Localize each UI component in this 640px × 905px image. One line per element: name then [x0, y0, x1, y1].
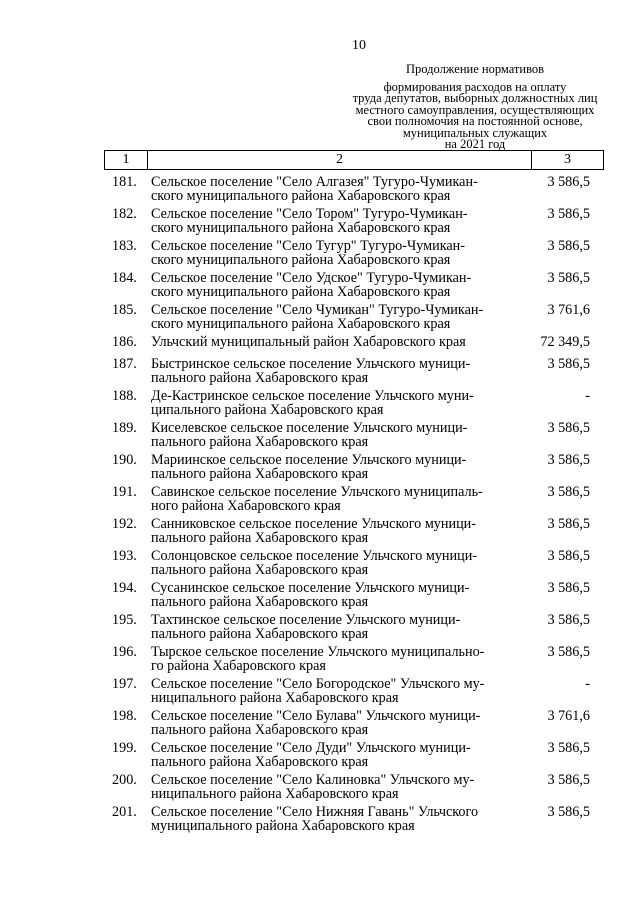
row-number: 183.	[112, 238, 137, 254]
amount-value: 3 761,6	[547, 708, 590, 724]
settlement-name-line: пального района Хабаровского края	[151, 753, 369, 770]
amount-value: 3 586,5	[547, 804, 590, 820]
table-row	[104, 173, 604, 205]
amount-value: 3 586,5	[547, 740, 590, 756]
settlement-name	[151, 304, 526, 331]
table-row	[104, 739, 604, 771]
header-line: муниципальных служащих	[402, 125, 548, 140]
amount-value: 3 586,5	[547, 174, 590, 190]
settlement-name-line: Мариинское сельское поселение Ульчского муници-	[151, 452, 467, 468]
amount-value: 3 761,6	[547, 302, 590, 318]
column-header-2: 2	[148, 151, 532, 169]
header-line: местного самоуправления, осуществляющих	[355, 102, 595, 117]
table-row	[104, 771, 604, 803]
table-row	[104, 269, 604, 301]
header-line: Продолжение нормативов	[405, 62, 545, 76]
settlement-name-line: Сельское поселение "Село Тором" Тугуро-Чумикан-	[151, 206, 468, 222]
amount-value: 3 586,5	[547, 612, 590, 628]
settlement-name	[151, 390, 526, 417]
settlement-name	[151, 518, 526, 545]
table-row	[104, 579, 604, 611]
row-number: 192.	[112, 516, 137, 532]
settlement-name	[151, 582, 526, 609]
table-row	[104, 675, 604, 707]
row-number: 189.	[112, 420, 137, 436]
settlement-name-line: пального района Хабаровского края	[151, 593, 369, 610]
header-line: на 2021 год	[444, 137, 506, 151]
row-number: 184.	[112, 270, 137, 286]
settlement-name-line: Санниковское сельское поселение Ульчского муници-	[151, 516, 476, 532]
row-number: 182.	[112, 206, 137, 222]
settlement-name-line: пального района Хабаровского края	[151, 625, 369, 642]
amount-value: 3 586,5	[547, 548, 590, 564]
settlement-name-line: Быстринское сельское поселение Ульчского муници-	[151, 356, 471, 372]
settlement-name-line: пального района Хабаровского края	[151, 561, 369, 578]
settlement-name	[151, 614, 526, 641]
settlement-name-line: ципального района Хабаровского края	[151, 401, 384, 418]
header-line: труда депутатов, выборных должностных лиц	[352, 91, 598, 105]
table-row	[104, 611, 604, 643]
settlement-name-line: Сельское поселение "Село Алгазея" Тугуро-Чумикан-	[151, 174, 478, 190]
settlement-name-line: Сельское поселение "Село Тугур" Тугуро-Чумикан-	[151, 238, 465, 254]
settlement-name	[151, 774, 526, 801]
settlement-name	[151, 550, 526, 577]
table-row	[104, 483, 604, 515]
table-row	[104, 643, 604, 675]
settlement-name	[151, 358, 526, 385]
settlement-name	[151, 422, 526, 449]
settlement-name-line: муниципального района Хабаровского края	[151, 817, 415, 834]
settlement-name-line: Киселевское сельское поселение Ульчского муници-	[151, 420, 468, 436]
settlement-name-line: Сельское поселение "Село Калиновка" Ульчского му-	[151, 772, 475, 788]
settlement-name-line: Ульчский муниципальный район Хабаровского края	[151, 334, 466, 350]
amount-value: 3 586,5	[547, 420, 590, 436]
amount-value: 3 586,5	[547, 772, 590, 788]
settlement-name-line: пального района Хабаровского края	[151, 369, 369, 386]
settlement-name-line: ского муниципального района Хабаровского края	[151, 219, 451, 236]
settlement-name-line: Де-Кастринское сельское поселение Ульчского муни-	[151, 388, 474, 404]
row-number: 187.	[112, 356, 137, 372]
settlement-name	[151, 454, 526, 481]
settlement-name	[151, 646, 526, 673]
settlement-name	[151, 336, 526, 350]
settlement-name	[151, 208, 526, 235]
table-row	[104, 355, 604, 387]
settlement-name-line: ского муниципального района Хабаровского края	[151, 283, 451, 300]
table-row	[104, 451, 604, 483]
amount-value: 3 586,5	[547, 206, 590, 222]
amount-value: 3 586,5	[547, 580, 590, 596]
table-row	[104, 237, 604, 269]
amount-value: 3 586,5	[547, 516, 590, 532]
row-number: 194.	[112, 580, 137, 596]
table-row	[104, 803, 604, 835]
settlement-name-line: пального района Хабаровского края	[151, 721, 369, 738]
column-header-1: 1	[105, 151, 148, 169]
settlement-name-line: Сельское поселение "Село Чумикан" Тугуро-Чумикан-	[151, 302, 484, 318]
settlement-name-line: Сельское поселение "Село Нижняя Гавань" Ульчского	[151, 804, 479, 820]
row-number: 181.	[112, 174, 137, 190]
settlement-name	[151, 240, 526, 267]
row-number: 200.	[112, 772, 137, 788]
settlement-name	[151, 272, 526, 299]
settlement-name	[151, 486, 526, 513]
row-number: 195.	[112, 612, 137, 628]
header-line: формирования расходов на оплату	[383, 79, 567, 94]
header-line: свои полномочия на постоянной основе,	[367, 114, 583, 128]
page-number: 10	[352, 38, 366, 53]
amount-value: -	[585, 676, 590, 692]
settlement-name-line: Тырское сельское поселение Ульчского муниципально-	[151, 644, 485, 660]
document-header	[340, 64, 610, 151]
settlement-name	[151, 742, 526, 769]
row-number: 193.	[112, 548, 137, 564]
settlement-name-line: Сусанинское сельское поселение Ульчского муници-	[151, 580, 470, 596]
settlement-name-line: Солонцовское сельское поселение Ульчского муници-	[151, 548, 478, 564]
settlement-name-line: ского муниципального района Хабаровского края	[151, 187, 451, 204]
settlement-name	[151, 806, 526, 833]
table-row	[104, 301, 604, 333]
settlement-name-line: пального района Хабаровского края	[151, 529, 369, 546]
row-number: 188.	[112, 388, 137, 404]
row-number: 199.	[112, 740, 137, 756]
settlement-name-line: Сельское поселение "Село Дуди" Ульчского муници-	[151, 740, 471, 756]
settlement-name-line: ного района Хабаровского края	[151, 497, 341, 514]
settlement-name-line: Сельское поселение "Село Удское" Тугуро-Чумикан-	[151, 270, 472, 286]
column-header-3: 3	[564, 152, 571, 167]
table-row	[104, 419, 604, 451]
row-number: 190.	[112, 452, 137, 468]
amount-value: 3 586,5	[547, 270, 590, 286]
row-number: 196.	[112, 644, 137, 660]
table-header	[104, 150, 604, 170]
settlement-name-line: ского муниципального района Хабаровского края	[151, 251, 451, 268]
table-row	[104, 547, 604, 579]
table-row	[104, 205, 604, 237]
settlement-name	[151, 710, 526, 737]
settlement-name-line: го района Хабаровского края	[151, 657, 326, 674]
table-row	[104, 333, 604, 355]
amount-value: 3 586,5	[547, 238, 590, 254]
row-number: 191.	[112, 484, 137, 500]
settlement-name-line: Тахтинское сельское поселение Ульчского муници-	[151, 612, 461, 628]
amount-value: -	[585, 388, 590, 404]
amount-value: 72 349,5	[540, 334, 590, 350]
table-body	[104, 173, 604, 835]
settlement-name-line: ниципального района Хабаровского края	[151, 689, 399, 706]
row-number: 197.	[112, 676, 137, 692]
settlement-name-line: пального района Хабаровского края	[151, 433, 369, 450]
settlement-name	[151, 678, 526, 705]
table-row	[104, 707, 604, 739]
amount-value: 3 586,5	[547, 644, 590, 660]
row-number: 186.	[112, 334, 137, 350]
settlement-name-line: ского муниципального района Хабаровского края	[151, 315, 451, 332]
row-number: 185.	[112, 302, 137, 318]
amount-value: 3 586,5	[547, 484, 590, 500]
settlement-name	[151, 176, 526, 203]
settlement-name-line: Савинское сельское поселение Ульчского муниципаль-	[151, 484, 483, 500]
settlement-name-line: Сельское поселение "Село Булава" Ульчского муници-	[151, 708, 481, 724]
table-row	[104, 515, 604, 547]
settlement-name-line: ниципального района Хабаровского края	[151, 785, 399, 802]
amount-value: 3 586,5	[547, 452, 590, 468]
row-number: 201.	[112, 804, 137, 820]
table-row	[104, 387, 604, 419]
settlement-name-line: пального района Хабаровского края	[151, 465, 369, 482]
row-number: 198.	[112, 708, 137, 724]
settlement-name-line: Сельское поселение "Село Богородское" Ульчского му-	[151, 676, 485, 692]
amount-value: 3 586,5	[547, 356, 590, 372]
